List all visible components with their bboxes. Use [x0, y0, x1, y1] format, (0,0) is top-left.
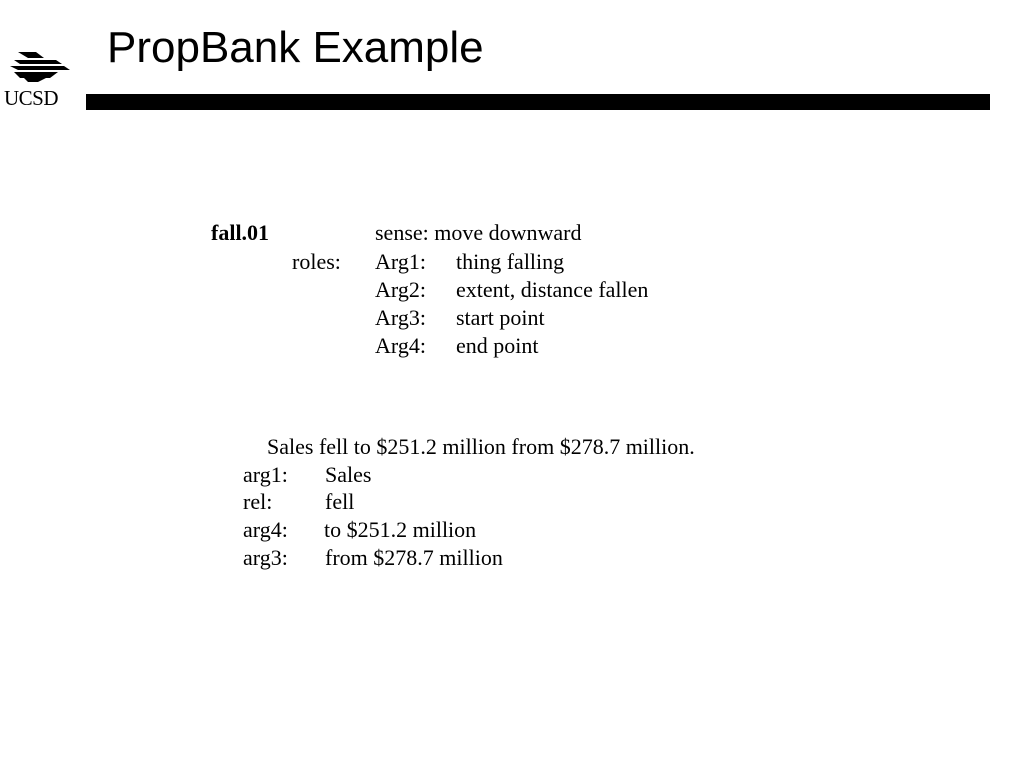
role-arg: Arg1: [375, 249, 426, 274]
annotation-value: fell [325, 489, 355, 514]
annotation-label: arg1: [243, 462, 288, 487]
annotation-value: Sales [325, 462, 372, 487]
annotation-label: arg3: [243, 545, 288, 570]
logo-text: UCSD [4, 86, 59, 110]
trident-icon [0, 44, 84, 84]
role-arg: Arg2: [375, 277, 426, 302]
annotation-label: rel: [243, 489, 273, 514]
roles-label: roles: [292, 249, 341, 274]
slide-title: PropBank Example [107, 23, 484, 72]
title-rule [86, 94, 990, 110]
role-arg: Arg3: [375, 305, 426, 330]
role-desc: end point [456, 333, 539, 358]
annotation-value: to $251.2 million [324, 517, 477, 542]
role-desc: thing falling [456, 249, 565, 274]
sense-text: sense: move downward [375, 220, 582, 245]
role-desc: extent, distance fallen [456, 277, 649, 302]
role-arg: Arg4: [375, 333, 426, 358]
roleset-id: fall.01 [211, 220, 270, 245]
example-sentence: Sales fell to $251.2 million from $278.7 million. [267, 434, 695, 459]
annotation-value: from $278.7 million [325, 545, 503, 570]
annotation-label: arg4: [243, 517, 288, 542]
role-desc: start point [456, 305, 545, 330]
ucsd-logo [0, 44, 84, 114]
